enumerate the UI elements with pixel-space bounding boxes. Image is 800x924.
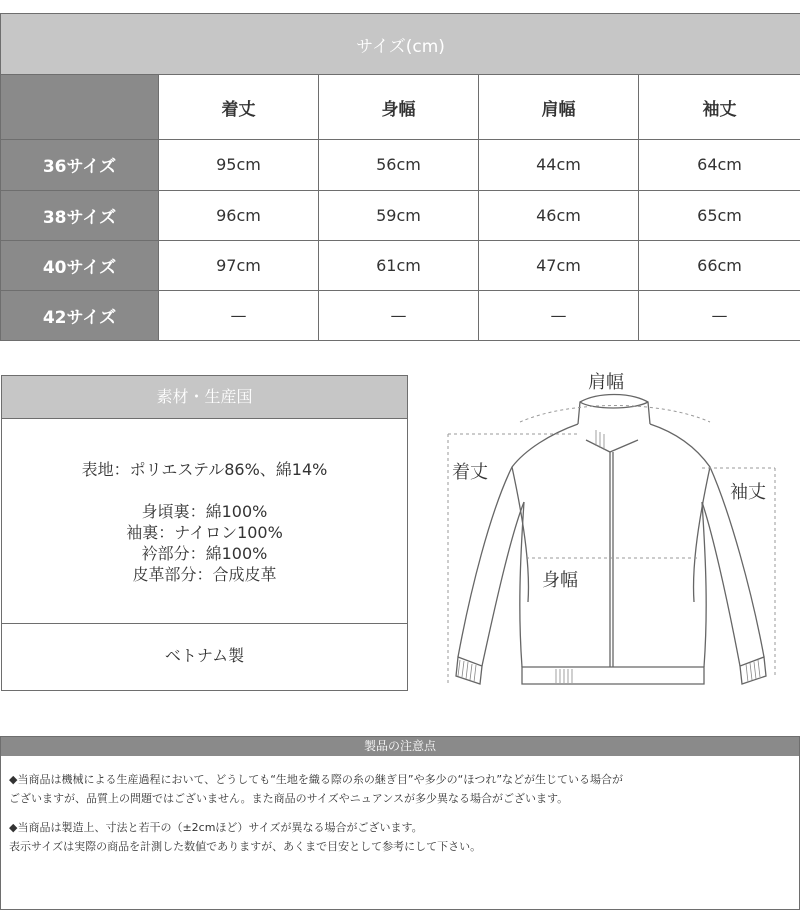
table-row [1,290,800,340]
table-cell: 56cm [319,140,479,190]
diagram-label-sleeve: 袖丈 [730,482,766,503]
column-header-length: 着丈 [159,75,319,140]
notes-line: ございますが、品質上の問題ではございません。また商品のサイズやニュアンスが多少異なる場合がございます。 [9,792,569,805]
material-lines [2,501,407,585]
material-body [2,419,407,624]
table-cell: 97cm [159,240,319,290]
table-cell: — [639,290,800,340]
table-cell: 96cm [159,190,319,240]
notes-text [1,756,799,856]
diagram-label-length: 着丈 [452,462,488,483]
table-row [1,190,800,240]
material-origin: ベトナム製 [164,646,245,665]
table-row [1,140,800,190]
material-line: 袖裏：ナイロン100% [126,523,283,542]
material-main: 表地：ポリエステル86%、綿14% [81,460,328,479]
table-cell: 65cm [639,190,800,240]
diagram-label-width: 身幅 [542,570,578,591]
column-header-shoulder: 肩幅 [479,75,639,140]
table-cell: — [319,290,479,340]
table-cell: 61cm [319,240,479,290]
table-row [1,240,800,290]
table-cell: 64cm [639,140,800,190]
notes-line: ◆当商品は機械による生産過程において、どうしても“生地を織る際の糸の継ぎ目”や多少の“ほつれ”などが生じている場合が [9,773,624,786]
table-cell: 47cm [479,240,639,290]
size-table [0,13,800,341]
table-cell: 66cm [639,240,800,290]
product-notes [0,736,800,910]
notes-line: 表示サイズは実際の商品を計測した数値でありますが、あくまで目安として参考にして下さい。 [9,840,482,853]
material-title: 素材・生産国 [2,376,407,419]
table-cell: 95cm [159,140,319,190]
table-cell: 46cm [479,190,639,240]
jacket-illustration [430,362,800,697]
notes-line: ◆当商品は製造上、寸法と若干の（±2cmほど）サイズが異なる場合がございます。 [9,821,423,834]
row-header: 38サイズ [1,190,159,240]
column-header-sleeve: 袖丈 [639,75,800,140]
row-header: 36サイズ [1,140,159,190]
material-line: 衿部分：綿100% [141,544,268,563]
jacket-diagram [430,362,800,697]
material-box [1,375,408,691]
material-line: 身頃裏：綿100% [141,502,268,521]
row-header: 42サイズ [1,290,159,340]
diagram-label-shoulder: 肩幅 [588,372,624,393]
row-header: 40サイズ [1,240,159,290]
notes-title: 製品の注意点 [1,737,799,756]
material-line: 皮革部分：合成皮革 [132,565,277,584]
table-cell: 44cm [479,140,639,190]
size-table-corner [1,75,159,140]
table-cell: — [479,290,639,340]
table-cell: — [159,290,319,340]
table-cell: 59cm [319,190,479,240]
column-header-width: 身幅 [319,75,479,140]
size-table-title: サイズ(cm) [1,14,800,75]
